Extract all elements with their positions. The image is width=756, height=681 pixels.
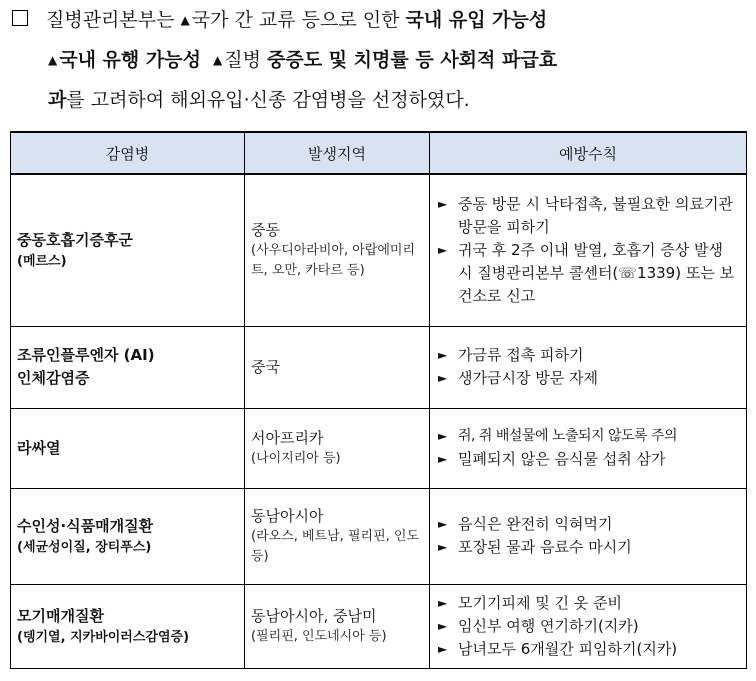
arrow-bullet-icon: ►: [438, 517, 448, 531]
region-cell: [245, 326, 430, 408]
triangle-bullet-icon: ▲: [213, 53, 223, 67]
region-detail: (나이지리아 등): [251, 451, 341, 466]
list-item: [436, 592, 740, 615]
prevention-tip: 포장된 물과 음료수 마시기: [458, 538, 632, 556]
list-item: [436, 367, 740, 390]
disease-cell: [11, 326, 245, 408]
list-item: [436, 513, 740, 536]
list-item: [436, 615, 740, 638]
disease-table: [10, 131, 747, 669]
region-name: 동남아시아: [251, 507, 324, 525]
prevention-tip: 가금류 접촉 피하기: [458, 346, 584, 364]
prevention-tip: 임신부 여행 연기하기(지카): [458, 616, 639, 635]
intro-line3-plain: 를 고려하여 해외유입·신종 감염병을 선정하였다.: [66, 89, 470, 111]
disease-cell: [11, 408, 245, 488]
intro-line-3: [48, 88, 470, 112]
prevention-tip: 귀국 후 2주 이내 발열, 호흡기 증상 발생 시 질병관리본부 콜센터(☏1339) 또는 보건소로 신고: [458, 240, 735, 305]
arrow-bullet-icon: ►: [438, 452, 448, 466]
prevention-cell: [430, 584, 747, 668]
triangle-bullet-icon: ▲: [48, 53, 58, 67]
prevention-cell: [430, 174, 747, 326]
region-cell: [245, 488, 430, 584]
table-row: [11, 488, 747, 584]
region-name: 서아프리카: [251, 429, 324, 447]
disease-cell: [11, 174, 245, 326]
prevention-tip: 밀폐되지 않은 음식물 섭취 삼가: [458, 450, 666, 468]
prevention-tip: 중동 방문 시 낙타접촉, 불필요한 의료기관 방문을 피하기: [458, 194, 733, 236]
region-cell: [245, 174, 430, 326]
prevention-tip: 남녀모두 6개월간 피임하기(지카): [458, 639, 678, 658]
intro-prefix: 질병관리본부는: [46, 9, 175, 31]
list-item: [436, 448, 740, 471]
region-cell: [245, 408, 430, 488]
header-prevention: 예방수칙: [430, 132, 747, 174]
list-item: [436, 536, 740, 559]
prevention-cell: [430, 408, 747, 488]
region-cell: [245, 584, 430, 668]
region-name: 중동: [251, 221, 280, 240]
disease-name: 모기매개질환: [17, 606, 104, 625]
arrow-bullet-icon: ►: [438, 595, 448, 610]
region-name: 중국: [251, 358, 280, 376]
disease-cell: [11, 488, 245, 584]
prevention-tip: 모기기피제 및 긴 옷 준비: [458, 593, 622, 612]
list-item: [436, 638, 740, 661]
intro-item3-plain: 질병: [224, 49, 268, 71]
list-item: [436, 239, 740, 308]
region-detail: (사우디아라비아, 아랍에미리트, 오만, 카타르 등): [251, 243, 416, 279]
prevention-tip: 쥐, 쥐 배설물에 노출되지 않도록 주의: [458, 428, 678, 444]
triangle-bullet-icon: ▲: [180, 13, 190, 27]
table-row: [11, 174, 747, 326]
arrow-bullet-icon: ►: [438, 348, 448, 362]
header-disease: 감염병: [11, 132, 245, 174]
prevention-cell: [430, 326, 747, 408]
checkbox-bullet-icon: [12, 10, 28, 26]
table-row: [11, 326, 747, 408]
table-header-row: [11, 132, 747, 174]
prevention-tip: 음식은 완전히 익혀먹기: [458, 515, 613, 533]
arrow-bullet-icon: ►: [438, 196, 448, 211]
disease-name: 라싸열: [17, 438, 61, 457]
list-item: [436, 344, 740, 367]
disease-cell: [11, 584, 245, 668]
arrow-bullet-icon: ►: [438, 540, 448, 554]
disease-name: 수인성·식품매개질환: [17, 516, 154, 535]
table-row: [11, 584, 747, 668]
disease-name: 중동호흡기증후군: [17, 230, 133, 249]
list-item: [436, 193, 740, 239]
arrow-bullet-icon: ►: [438, 371, 448, 385]
intro-item1-bold: 국내 유입 가능성: [405, 9, 548, 31]
region-detail: (라오스, 베트남, 필리핀, 인도 등): [251, 529, 420, 564]
arrow-bullet-icon: ►: [438, 429, 447, 443]
intro-line-1: [46, 8, 547, 32]
arrow-bullet-icon: ►: [438, 242, 448, 257]
disease-name: 조류인플루엔자 (AI): [17, 346, 155, 364]
disease-subname: (세균성이질, 장티푸스): [17, 539, 152, 555]
table-row: [11, 408, 747, 488]
region-name: 동남아시아, 중남미: [251, 607, 377, 625]
disease-subname: (메르스): [17, 253, 67, 269]
region-detail: (필리핀, 인도네시아 등): [251, 629, 387, 644]
arrow-bullet-icon: ►: [438, 618, 448, 633]
disease-subname: 인체감염증: [17, 369, 90, 387]
arrow-bullet-icon: ►: [438, 641, 448, 656]
intro-line3-bold: 과: [48, 89, 67, 111]
intro-item2-bold: 국내 유행 가능성: [59, 49, 201, 71]
prevention-cell: [430, 488, 747, 584]
header-region: 발생지역: [245, 132, 430, 174]
intro-line-2: [48, 48, 557, 72]
disease-subname: (뎅기열, 지카바이러스감염증): [17, 629, 190, 645]
list-item: [436, 425, 740, 448]
intro-item3-bold: 중증도 및 치명률 등 사회적 파급효: [267, 49, 558, 71]
intro-item1-plain: 국가 간 교류 등으로 인한: [191, 9, 406, 31]
prevention-tip: 생가금시장 방문 자제: [458, 369, 598, 387]
